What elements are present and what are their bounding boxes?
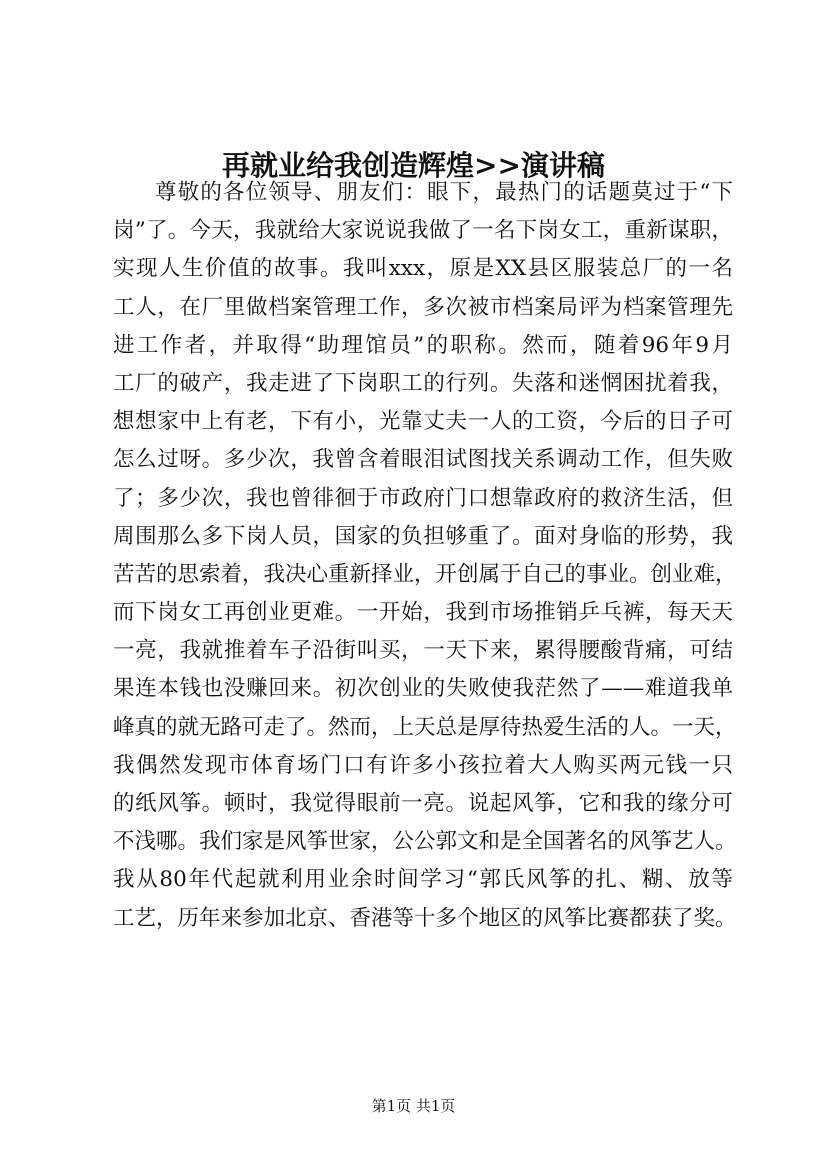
document-body [113,174,737,938]
body-line: 不浅哪。我们家是风筝世家，公公郭文和是全国著名的风筝艺人。 [113,829,737,855]
body-line: 周围那么多下岗人员，国家的负担够重了。面对身临的形势，我 [113,523,733,549]
body-line: 工艺，历年来参加北京、香港等十多个地区的风筝比赛都获了奖。 [113,905,737,931]
body-line: 了；多少次，我也曾徘徊于市政府门口想靠政府的救济生活，但 [113,485,733,511]
body-line: 峰真的就无路可走了。然而，上天总是厚待热爱生活的人。一天， [113,714,737,740]
page-footer: 第1页 共1页 [371,1097,456,1115]
body-line: 一亮，我就推着车子沿街叫买，一天下来，累得腰酸背痛，可结 [113,638,733,664]
body-line: 想想家中上有老，下有小，光靠丈夫一人的工资，今后的日子可 [113,409,733,435]
body-line: 工人，在厂里做档案管理工作，多次被市档案局评为档案管理先 [113,294,733,320]
body-line: 的纸风筝。顿时，我觉得眼前一亮。说起风筝，它和我的缘分可 [113,791,733,816]
body-line: 工厂的破产，我走进了下岗职工的行列。失落和迷惘困扰着我， [113,370,733,396]
body-line: 而下岗女工再创业更难。一开始，我到市场推销乒乓裤，每天天 [113,600,733,626]
body-line: 我偶然发现市体育场门口有许多小孩拉着大人购买两元钱一只 [113,752,733,778]
body-line: 实现人生价值的故事。我叫xxx，原是XX县区服装总厂的一名 [113,256,733,282]
body-line: 进工作者，并取得“助理馆员”的职称。然而，随着96年9月 [113,332,733,358]
body-line: 我从80年代起就利用业余时间学习“郭氏风筝的扎、糊、放等 [113,867,733,893]
body-line: 苦苦的思索着，我决心重新择业，开创属于自己的事业。创业难， [113,561,737,587]
document-title: 再就业给我创造辉煌>>演讲稿 [222,149,605,182]
body-line: 尊敬的各位领导、朋友们：眼下，最热门的话题莫过于“下 [155,180,733,205]
body-line: 怎么过呀。多少次，我曾含着眼泪试图找关系调动工作，但失败 [113,447,733,473]
body-line: 岗”了。今天，我就给大家说说我做了一名下岗女工，重新谋职， [113,218,733,244]
body-line: 果连本钱也没赚回来。初次创业的失败使我茫然了——难道我单 [113,676,733,702]
